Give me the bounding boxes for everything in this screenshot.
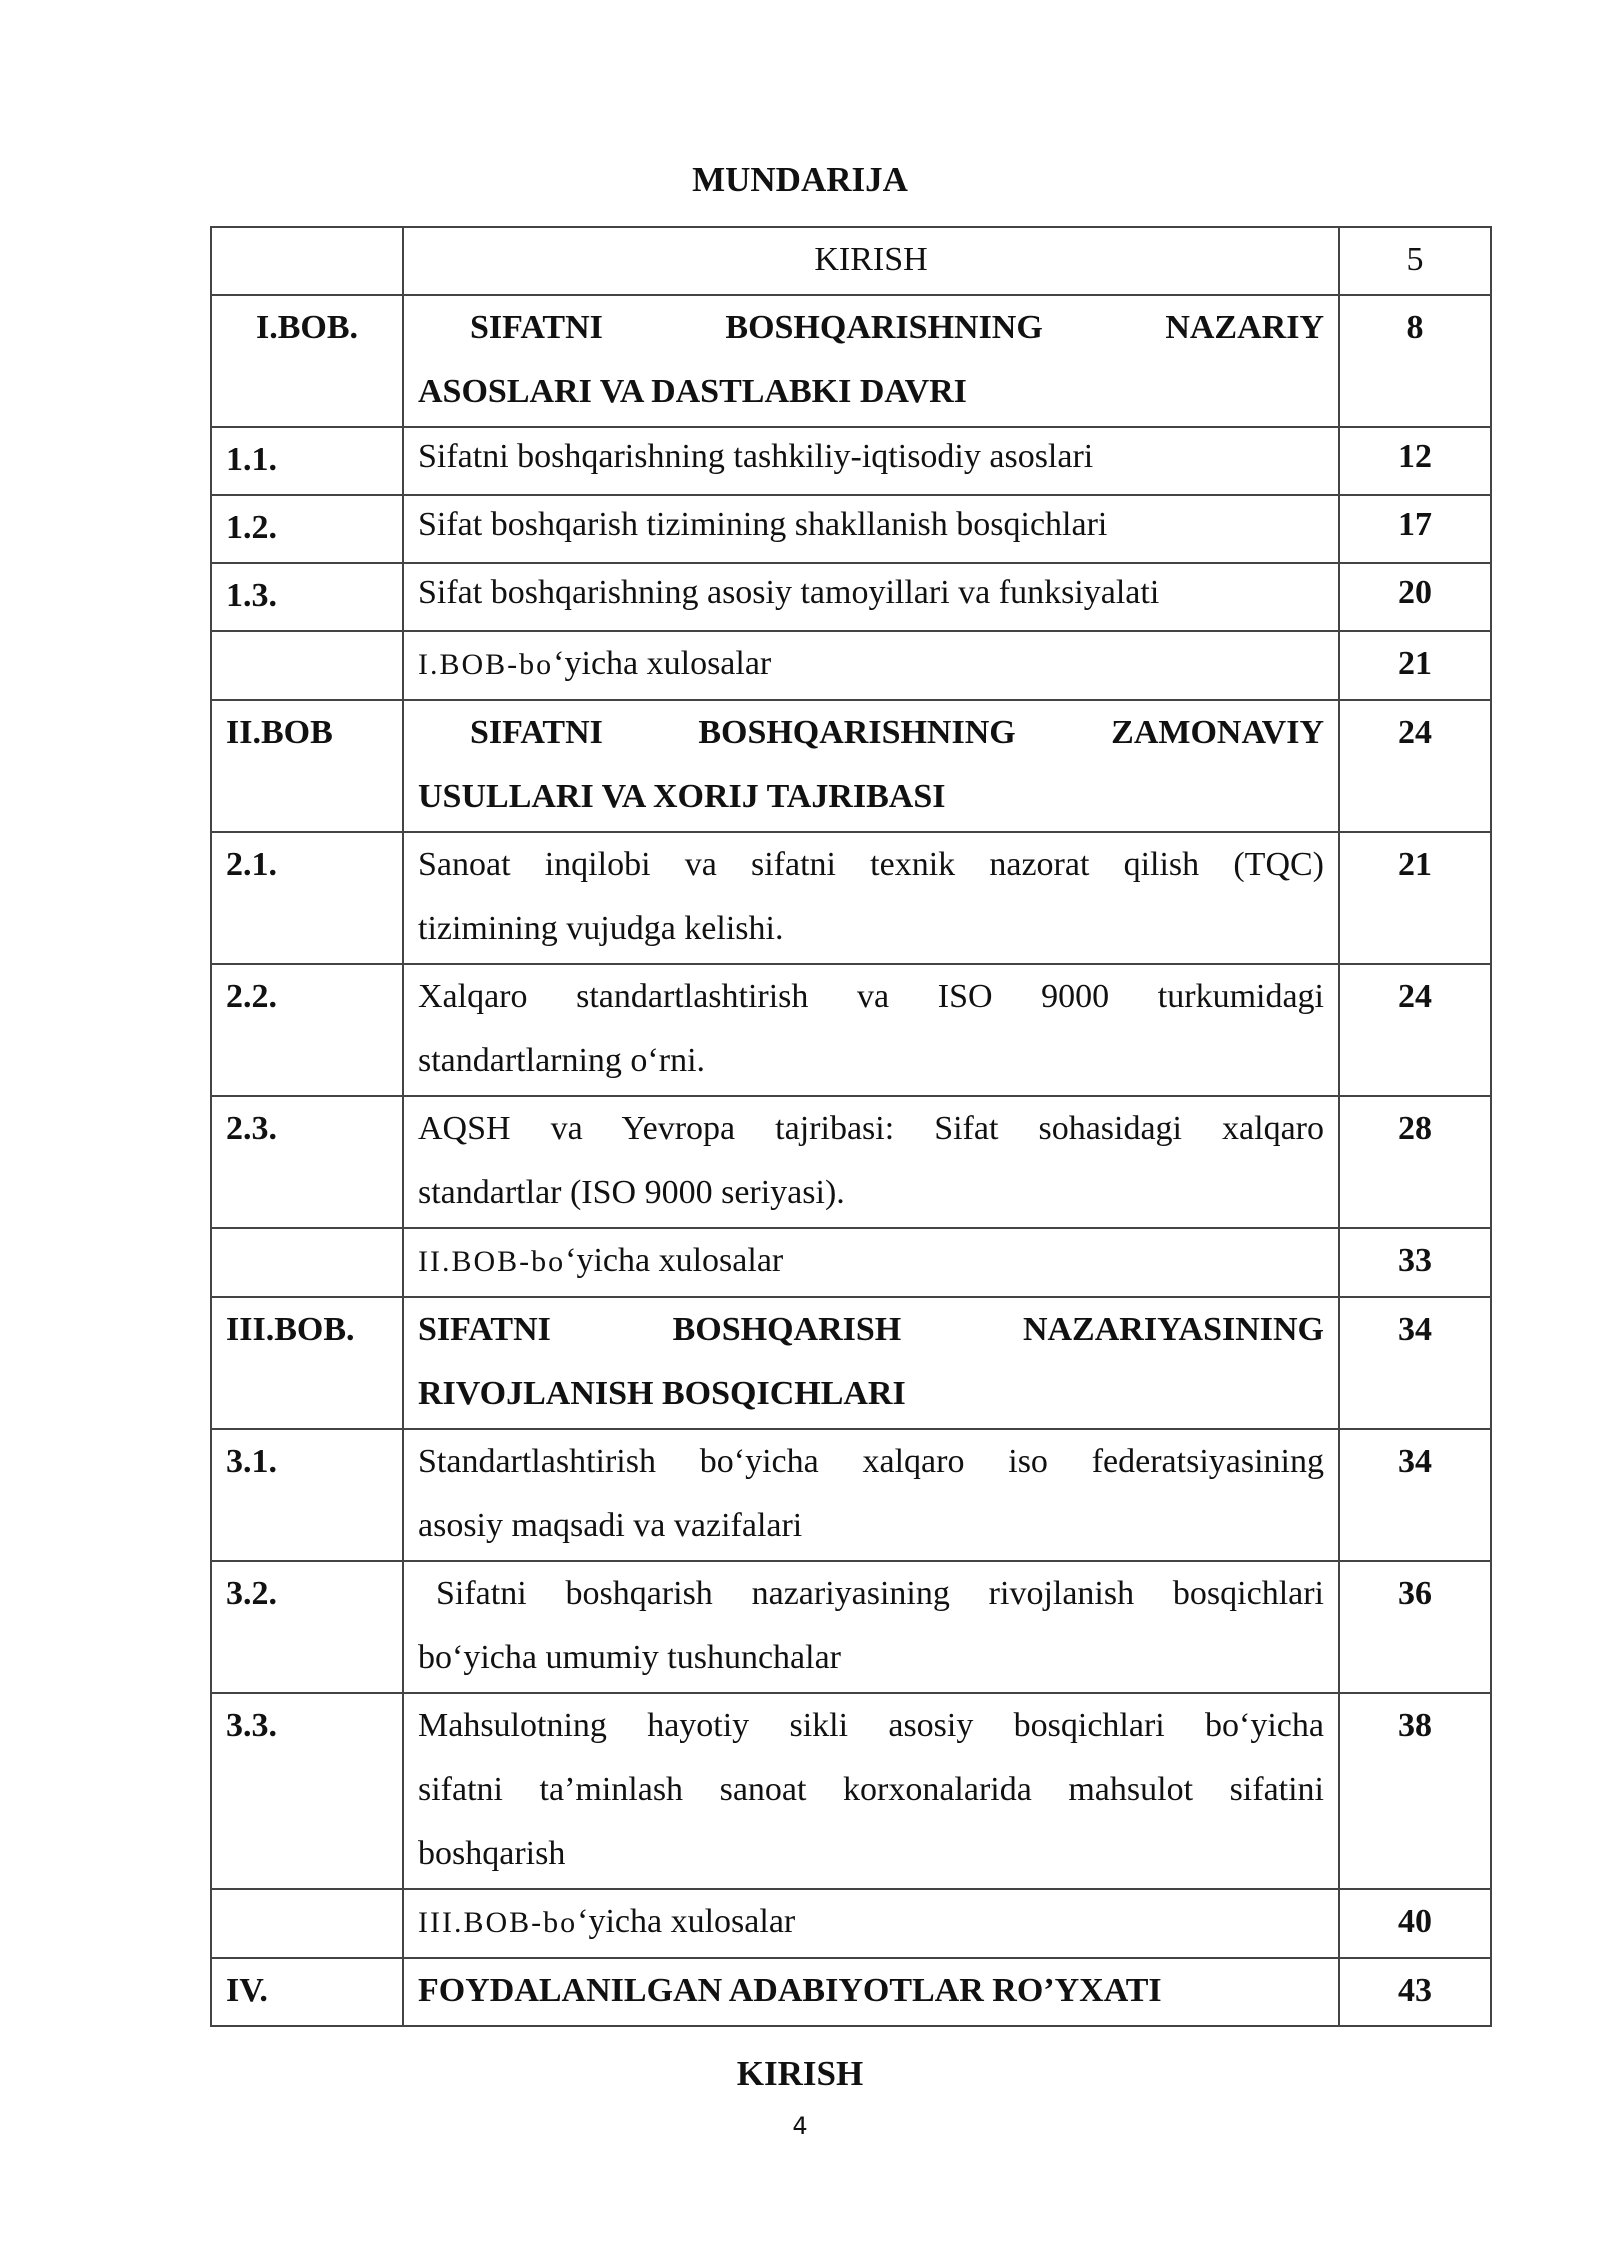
- row-title: [403, 1889, 1339, 1958]
- row-number: 1.3.: [211, 563, 403, 631]
- row-page: 40: [1339, 1889, 1491, 1958]
- table-row: [211, 832, 1491, 964]
- row-page: 20: [1339, 563, 1491, 631]
- conclusion-suffix: ‘yicha xulosalar: [577, 1903, 796, 1940]
- row-title: Sifatni boshqarishning tashkiliy-iqtisodiy asoslari: [403, 427, 1339, 495]
- table-row: [211, 700, 1491, 832]
- row-number: 3.1.: [211, 1429, 403, 1561]
- row-title-line: SIFATNI BOSHQARISH NAZARIYASINING: [418, 1311, 1324, 1348]
- row-page: 36: [1339, 1561, 1491, 1693]
- row-title-line: asosiy maqsadi va vazifalari: [418, 1507, 803, 1544]
- row-title: [403, 1096, 1339, 1228]
- table-row: [211, 227, 1491, 295]
- row-number: 2.1.: [211, 832, 403, 964]
- table-row: [211, 1228, 1491, 1297]
- table-row: [211, 964, 1491, 1096]
- row-page: 8: [1339, 295, 1491, 427]
- table-row: [211, 1693, 1491, 1889]
- row-title: [403, 1297, 1339, 1429]
- row-title-line: Sifatni boshqarish nazariyasining rivojlanish bosqichlari: [436, 1575, 1324, 1612]
- row-number: 3.2.: [211, 1561, 403, 1693]
- row-number: III.BOB.: [211, 1297, 403, 1429]
- row-page: 21: [1339, 832, 1491, 964]
- row-title: [403, 1228, 1339, 1297]
- row-title-line: Mahsulotning hayotiy sikli asosiy bosqichlari bo‘yicha: [418, 1707, 1324, 1744]
- row-title: FOYDALANILGAN ADABIYOTLAR RO’YXATI: [403, 1958, 1339, 2026]
- row-title-line: RIVOJLANISH BOSQICHLARI: [418, 1375, 906, 1412]
- table-row: [211, 631, 1491, 700]
- row-title: [403, 631, 1339, 700]
- row-page: 38: [1339, 1693, 1491, 1889]
- row-page: 33: [1339, 1228, 1491, 1297]
- row-number: 2.2.: [211, 964, 403, 1096]
- row-title: [403, 964, 1339, 1096]
- row-page: 34: [1339, 1429, 1491, 1561]
- row-title-line: standartlarning o‘rni.: [418, 1042, 706, 1079]
- conclusion-prefix: II.BOB-bo: [418, 1245, 566, 1278]
- row-title-line: SIFATNI BOSHQARISHNING ZAMONAVIY: [470, 714, 1324, 751]
- row-title-line: boshqarish: [418, 1835, 566, 1872]
- row-page: 28: [1339, 1096, 1491, 1228]
- row-title-line: sifatni ta’minlash sanoat korxonalarida mahsulot sifatini: [418, 1771, 1324, 1808]
- row-page: 12: [1339, 427, 1491, 495]
- row-title: KIRISH: [403, 227, 1339, 295]
- row-title-line: standartlar (ISO 9000 seriyasi).: [418, 1174, 845, 1211]
- row-title-line: AQSH va Yevropa tajribasi: Sifat sohasidagi xalqaro: [418, 1110, 1324, 1147]
- row-title-line: SIFATNI BOSHQARISHNING NAZARIY: [470, 309, 1324, 346]
- table-row: [211, 1297, 1491, 1429]
- next-section-heading: KIRISH: [736, 2054, 864, 2093]
- row-number: 1.1.: [211, 427, 403, 495]
- conclusion-suffix: ‘yicha xulosalar: [565, 1242, 784, 1279]
- row-title: [403, 832, 1339, 964]
- row-number: [211, 1889, 403, 1958]
- row-title-line: tizimining vujudga kelishi.: [418, 910, 784, 947]
- row-number: IV.: [211, 1958, 403, 2026]
- conclusion-prefix: I.BOB-bo: [418, 648, 554, 681]
- row-page: 21: [1339, 631, 1491, 700]
- table-row: [211, 1429, 1491, 1561]
- table-row: [211, 1958, 1491, 2026]
- row-number: II.BOB: [211, 700, 403, 832]
- conclusion-prefix: III.BOB-bo: [418, 1906, 578, 1939]
- table-row: [211, 295, 1491, 427]
- row-title: Sifat boshqarishning asosiy tamoyillari va funksiyalati: [403, 563, 1339, 631]
- row-title-line: USULLARI VA XORIJ TAJRIBASI: [418, 778, 946, 815]
- table-row: [211, 495, 1491, 563]
- row-title: [403, 1693, 1339, 1889]
- row-page: 43: [1339, 1958, 1491, 2026]
- row-page: 34: [1339, 1297, 1491, 1429]
- row-number: [211, 631, 403, 700]
- row-title-line: Standartlashtirish bo‘yicha xalqaro iso federatsiyasining: [418, 1443, 1324, 1480]
- row-number: 2.3.: [211, 1096, 403, 1228]
- row-title: [403, 700, 1339, 832]
- row-title: [403, 295, 1339, 427]
- table-of-contents: [210, 226, 1492, 2027]
- row-page: 24: [1339, 964, 1491, 1096]
- row-number: 1.2.: [211, 495, 403, 563]
- page-number: 4: [792, 2112, 808, 2140]
- row-title: [403, 1429, 1339, 1561]
- table-row: [211, 1561, 1491, 1693]
- table-row: [211, 1889, 1491, 1958]
- table-row: [211, 1096, 1491, 1228]
- row-title-line: bo‘yicha umumiy tushunchalar: [418, 1639, 842, 1676]
- row-title-line: ASOSLARI VA DASTLABKI DAVRI: [418, 373, 967, 410]
- row-page: 5: [1339, 227, 1491, 295]
- row-number: [211, 1228, 403, 1297]
- row-title-line: Sanoat inqilobi va sifatni texnik nazorat qilish (TQC): [418, 846, 1324, 883]
- table-row: [211, 563, 1491, 631]
- conclusion-suffix: ‘yicha xulosalar: [553, 645, 772, 682]
- row-title: Sifat boshqarish tizimining shakllanish bosqichlari: [403, 495, 1339, 563]
- row-number: [211, 227, 403, 295]
- table-row: [211, 427, 1491, 495]
- page-title: MUNDARIJA: [692, 160, 908, 199]
- row-page: 24: [1339, 700, 1491, 832]
- row-number: 3.3.: [211, 1693, 403, 1889]
- row-title-line: Xalqaro standartlashtirish va ISO 9000 turkumidagi: [418, 978, 1324, 1015]
- row-title: [403, 1561, 1339, 1693]
- row-number: I.BOB.: [211, 295, 403, 427]
- row-page: 17: [1339, 495, 1491, 563]
